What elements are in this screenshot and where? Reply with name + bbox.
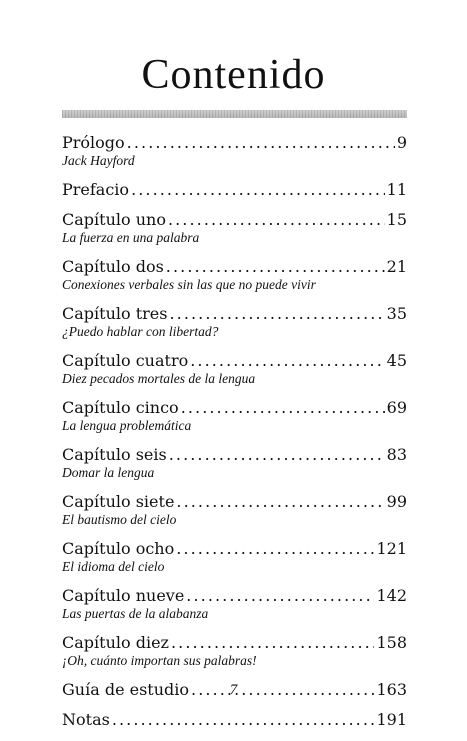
toc-entry-capitulo-tres <box>62 305 407 340</box>
toc-entry-title: Capítulo seis <box>62 445 167 464</box>
toc-entry-subtitle: Diez pecados mortales de la lengua <box>62 371 256 386</box>
dot-leader <box>176 493 384 511</box>
toc-entry-page: 11 <box>386 180 407 199</box>
toc-entry-capitulo-uno <box>62 211 407 246</box>
toc-entry-capitulo-siete <box>62 493 407 528</box>
toc-entry-title: Guía de estudio <box>62 680 190 699</box>
toc-entry-subtitle: Conexiones verbales sin las que no puede vivir <box>62 277 316 292</box>
page-title: Contenido <box>141 52 326 98</box>
toc-entry-title: Capítulo cinco <box>62 398 179 417</box>
toc-entry-page: 142 <box>376 586 407 605</box>
dot-leader <box>171 634 374 652</box>
toc-entry-page: 158 <box>376 633 407 652</box>
toc-entry-title: Capítulo uno <box>62 210 166 229</box>
toc-entry-subtitle: La fuerza en una palabra <box>62 230 200 245</box>
toc-entry-title: Prefacio <box>62 180 130 199</box>
dot-leader <box>131 181 385 199</box>
toc-entry-page: 163 <box>376 680 407 699</box>
toc-entry-title: Capítulo nueve <box>62 586 185 605</box>
toc-entry-title: Capítulo cuatro <box>62 351 189 370</box>
dot-leader <box>166 258 385 276</box>
table-of-contents <box>62 134 407 741</box>
dot-leader <box>169 446 385 464</box>
toc-entry-page: 9 <box>396 133 407 152</box>
toc-entry-title: Capítulo siete <box>62 492 175 511</box>
toc-entry-subtitle: El idioma del cielo <box>62 559 165 574</box>
toc-entry-title: Capítulo ocho <box>62 539 175 558</box>
toc-entry-capitulo-cuatro <box>62 352 407 387</box>
toc-entry-title: Notas <box>62 710 110 729</box>
toc-entry-page: 99 <box>386 492 407 511</box>
toc-entry-title: Prólogo <box>62 133 125 152</box>
toc-entry-page: 191 <box>376 710 407 729</box>
toc-entry-subtitle: La lengua problemática <box>62 418 192 433</box>
toc-entry-subtitle: Jack Hayford <box>62 153 135 168</box>
page-number: 7 <box>229 682 238 698</box>
dot-leader <box>190 352 384 370</box>
toc-entry-subtitle: ¡Oh, cuánto importan sus palabras! <box>62 653 257 668</box>
toc-entry-subtitle: Las puertas de la alabanza <box>62 606 209 621</box>
dot-leader <box>176 540 374 558</box>
toc-entry-prologo <box>62 134 407 169</box>
toc-entry-title: Capítulo dos <box>62 257 164 276</box>
toc-entry-capitulo-nueve <box>62 587 407 622</box>
toc-entry-title: Capítulo tres <box>62 304 168 323</box>
toc-entry-subtitle: ¿Puedo hablar con libertad? <box>62 324 219 339</box>
toc-entry-page: 15 <box>386 210 407 229</box>
dot-leader <box>169 305 384 323</box>
dot-leader <box>168 211 385 229</box>
title-divider <box>62 110 407 118</box>
dot-leader <box>112 711 375 729</box>
toc-entry-capitulo-ocho <box>62 540 407 575</box>
toc-entry-notas <box>62 711 407 729</box>
dot-leader <box>127 134 395 152</box>
toc-entry-page: 45 <box>386 351 407 370</box>
dot-leader <box>181 399 385 417</box>
toc-entry-subtitle: El bautismo del cielo <box>62 512 177 527</box>
toc-entry-page: 121 <box>376 539 407 558</box>
toc-entry-capitulo-seis <box>62 446 407 481</box>
toc-entry-capitulo-diez <box>62 634 407 669</box>
toc-entry-capitulo-dos <box>62 258 407 293</box>
toc-entry-title: Capítulo diez <box>62 633 169 652</box>
toc-entry-page: 83 <box>386 445 407 464</box>
toc-entry-prefacio <box>62 181 407 199</box>
toc-entry-page: 69 <box>386 398 407 417</box>
toc-entry-page: 35 <box>386 304 407 323</box>
dot-leader <box>186 587 374 605</box>
toc-entry-capitulo-cinco <box>62 399 407 434</box>
toc-entry-subtitle: Domar la lengua <box>62 465 155 480</box>
toc-entry-page: 21 <box>386 257 407 276</box>
